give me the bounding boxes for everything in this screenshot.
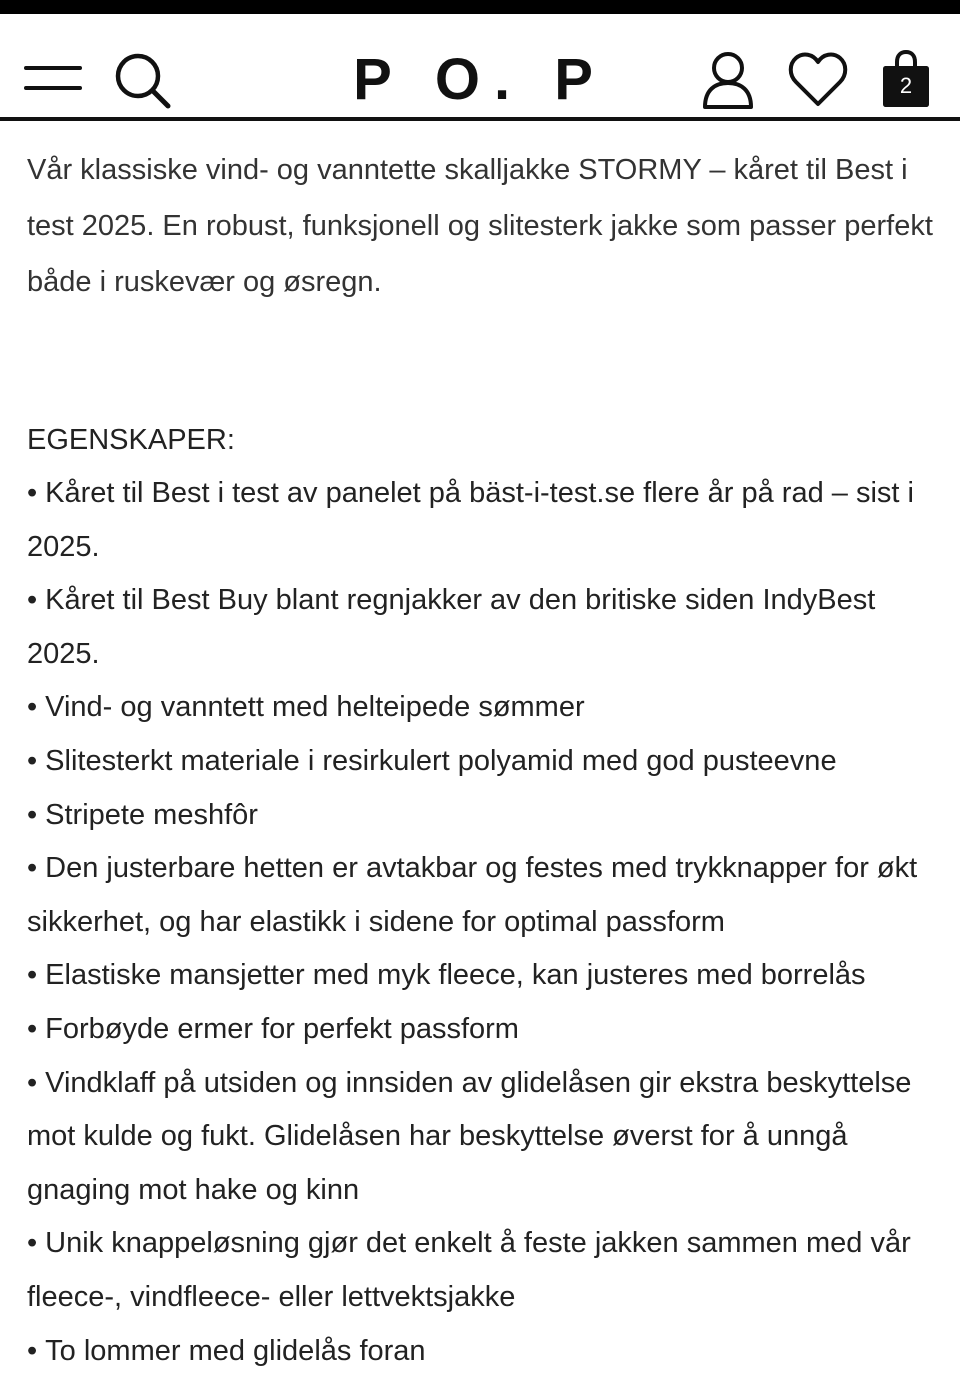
bullet: • [27,691,38,724]
bullet: • [27,584,38,617]
product-description [27,142,937,1378]
feature-text: To lommer med glidelås foran [45,1334,426,1367]
bullet: • [27,1227,38,1260]
features-heading: EGENSKAPER: [27,424,235,456]
search-icon [112,50,174,110]
bullet: • [27,1012,38,1045]
menu-icon [24,50,82,106]
cart-button[interactable] [882,50,932,112]
product-intro: Vår klassiske vind- og vanntette skalljakke STORMY – kåret til Best i test 2025. En robust, funksjonell og slitesterk jakke som passer perfekt både i ruskevær og øsregn. [27,154,933,298]
bullet: • [27,477,38,509]
site-header [0,14,960,118]
bullet: • [27,959,38,992]
list-item [27,735,937,789]
list-item [27,1057,937,1218]
search-button[interactable] [112,50,174,110]
bullet: • [27,1066,38,1099]
account-button[interactable] [700,50,756,110]
bullet: • [27,852,38,885]
cart-count-badge: 2 [899,73,913,98]
feature-text: Den justerbare hetten er avtakbar og festes med trykknapper for økt sikkerhet, og har elastikk i sidene for optimal passform [27,852,918,938]
menu-button[interactable] [24,50,82,106]
list-item [27,574,937,681]
heart-icon [788,52,848,108]
list-item [27,1325,937,1379]
bullet: • [27,798,38,831]
list-item [27,949,937,1003]
list-item [27,842,937,949]
feature-text: Slitesterkt materiale i resirkulert polyamid med god pusteevne [45,744,837,777]
list-item [27,1003,937,1057]
features-list [27,467,937,1378]
feature-text: Vind- og vanntett med helteipede sømmer [45,691,585,724]
feature-text: Unik knappeløsning gjør det enkelt å feste jakken sammen med vår fleece-, vindfleece- eller lettvektsjakke [27,1227,911,1313]
feature-text: Vindklaff på utsiden og innsiden av glidelåsen gir ekstra beskyttelse mot kulde og fukt. Glidelåsen har beskyttelse øverst for å unngå gnaging mot hake og kinn [27,1066,912,1206]
list-item [27,1217,937,1324]
feature-text: Elastiske mansjetter med myk fleece, kan justeres med borrelås [45,959,866,992]
list-item [27,681,937,735]
feature-text: Stripete meshfôr [45,798,258,831]
feature-text: Kåret til Best i test av panelet på bäst-i-test.se flere år på rad – sist i 2025. [27,477,914,563]
wishlist-button[interactable] [788,52,848,108]
user-icon [700,50,756,110]
header-divider [0,117,960,121]
bullet: • [27,1334,38,1367]
list-item [27,789,937,843]
status-bar-strip [0,0,960,14]
feature-text: Kåret til Best Buy blant regnjakker av den britiske siden IndyBest 2025. [27,584,876,670]
bullet: • [27,744,38,777]
site-logo[interactable]: P O. P [353,47,607,112]
list-item [27,467,937,574]
feature-text: Forbøyde ermer for perfekt passform [45,1012,519,1045]
